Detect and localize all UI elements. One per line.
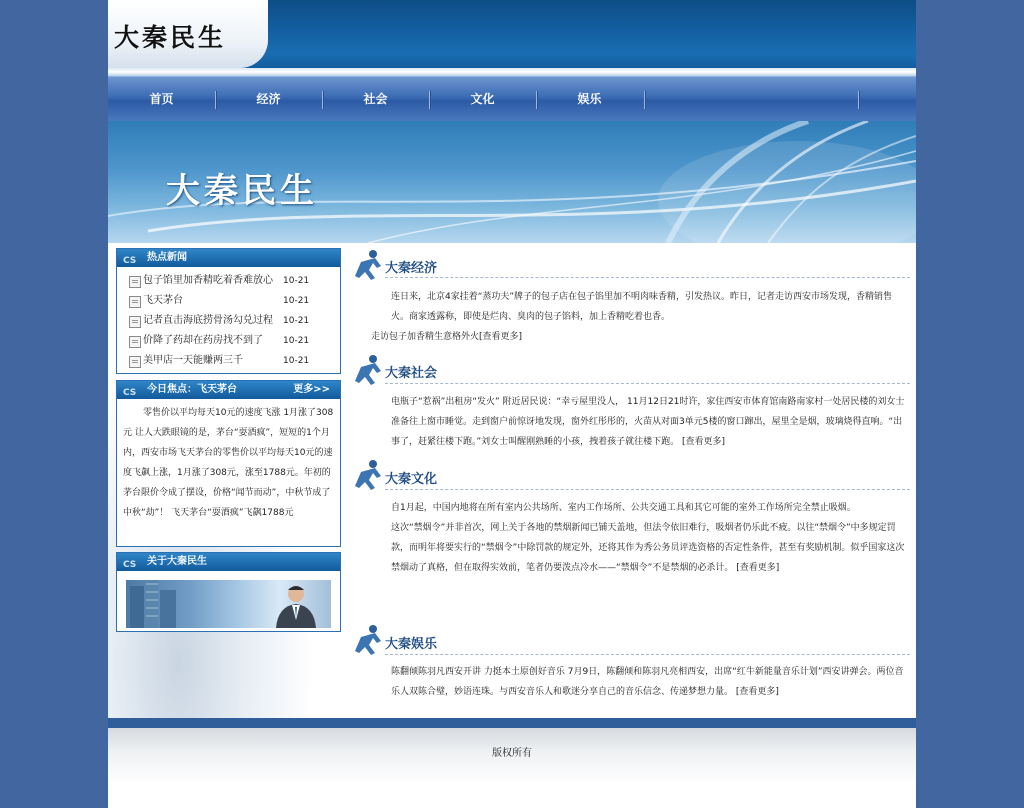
focus-more-link[interactable]: 更多>> (293, 384, 330, 395)
paragraph-text: 这次“禁烟令”并非首次，网上关于各地的禁烟新闻已铺天盖地，但法令依旧难行，吸烟者仍乐此不疲。以往“禁烟令”中多规定罚款，而明年将要实行的“禁烟令”中除罚款的规定外，还将其作为秀公务员评选资格的否定性条件，甚至有奖励机制。似乎国家这次禁烟动了真格，但在取得实效前，笔者仍要泼点冷水——“禁烟令”不是禁烟的必杀计。 (391, 523, 905, 573)
site-logo: 大秦民生 (114, 23, 227, 52)
nav-separator (858, 91, 859, 109)
section-body-society (371, 392, 909, 452)
about-box (116, 552, 341, 632)
hot-news-item[interactable] (117, 271, 340, 291)
page (108, 0, 916, 808)
paragraph (371, 662, 909, 702)
document-icon (129, 356, 141, 368)
section-title-entertainment[interactable]: 大秦娱乐 (385, 637, 438, 652)
nav-item-economy[interactable]: 经济 (256, 92, 281, 106)
hot-news-list (117, 267, 340, 371)
paragraph-text: 陈翻倾陈羽凡西安开讲 力挺本土原创好音乐 7月9日，陈翻倾和陈羽凡亮相西安，出席“红牛新能量音乐计划”西安讲弹会。两位音乐人双陈合璧，妙语连珠。与西安音乐人和歌迷分享自己的音乐信念、传递梦想力量。 (391, 667, 904, 697)
hot-news-box (116, 248, 341, 374)
hot-news-item[interactable] (117, 311, 340, 331)
footer-band (108, 718, 916, 728)
view-more-link[interactable]: [查看更多] (479, 332, 523, 342)
hot-news-item[interactable] (117, 291, 340, 311)
hot-news-item-title: 飞天茅台 (143, 295, 183, 306)
nav-separator (644, 91, 645, 109)
hot-news-header (117, 249, 340, 267)
paragraph-text: 电瓶子“惹祸”出租房“发火” 附近居民说：“幸亏屋里没人， 11月12日21时许，家住西安市体育馆南路南家村一处居民楼的刘女士准备往上窗市睡觉。走到窗户前惊讶地发现，窗外红彤彤的，火苗从对面3单元5楼的窗口蹿出，屋里全是烟，玻璃烧得直响。“出事了，赶紧往楼下跑。”刘女士叫醒刚熟睡的小孩，拽着孩子就往楼下跑。 (391, 397, 905, 447)
focus-header (117, 381, 340, 399)
focus-box (116, 380, 341, 547)
sidebar (108, 243, 353, 718)
view-more-link[interactable]: [查看更多] (682, 437, 726, 447)
hot-news-item-date: 10-21 (283, 296, 310, 306)
paragraph: 自1月起，中国内地将在所有室内公共场所、室内工作场所、公共交通工具和其它可能的室外工作场所完全禁止吸烟。 (391, 503, 856, 513)
document-icon (129, 276, 141, 288)
about-title: 关于大秦民生 (147, 556, 207, 567)
hot-news-item-date: 10-21 (283, 276, 310, 286)
section-divider (385, 277, 910, 278)
header-bar (108, 0, 916, 76)
hot-news-item-title: 包子馅里加香精吃着香难放心 (143, 275, 273, 286)
banner (108, 121, 916, 243)
nav-item-society[interactable]: 社会 (363, 92, 388, 106)
paragraph (371, 392, 909, 452)
nav-item-culture[interactable]: 文化 (470, 92, 495, 106)
focus-title: 今日焦点：飞天茅台 (147, 384, 237, 395)
section-title-society[interactable]: 大秦社会 (385, 366, 438, 381)
paragraph: 连日来，北京4家挂着“蒸功夫”牌子的包子店在包子馅里加不明肉味香精，引发热议。昨日，记者走访西安市场发现，香精销售火。商家透露称，即使是烂肉、臭肉的包子馅料，加上香精吃着也香。 (391, 292, 893, 322)
view-more-link[interactable]: [查看更多] (736, 563, 780, 573)
main-content (351, 243, 916, 718)
footer (108, 728, 916, 808)
section-body-economy (371, 287, 909, 347)
hot-news-item-title: 美甲店一天能赚两三千 (143, 355, 243, 366)
nav-item-entertainment[interactable]: 娱乐 (577, 92, 602, 106)
section-body-culture (371, 498, 909, 578)
section-divider (385, 383, 910, 384)
view-more-link[interactable]: [查看更多] (735, 687, 779, 697)
paragraph-tail (371, 327, 909, 347)
hot-news-item-title: 价降了药却在药房找不到了 (143, 335, 263, 346)
focus-text: 零售价以平均每天10元的速度飞涨 1月涨了308元 让人大跌眼镜的是，茅台“耍酒疯”，短短的1个月内，西安市场飞天茅台的零售价以平均每天10元的速度飞飙上涨，1月涨了308元，涨至1788元。年初的茅台限价令成了摆设，价格“闻节而动”，中秋节成了中秋“劫”！ 飞天茅台“耍酒疯”飞飙1788元 (123, 408, 334, 518)
section-body-entertainment (371, 662, 909, 702)
section-title-culture[interactable]: 大秦文化 (385, 472, 438, 487)
main-nav (108, 76, 916, 121)
about-header (117, 553, 340, 571)
runner-icon (351, 623, 385, 657)
hot-news-title: 热点新闻 (147, 252, 187, 263)
hot-news-item-date: 10-21 (283, 336, 310, 346)
hot-news-item[interactable] (117, 351, 340, 371)
hot-news-item-date: 10-21 (283, 356, 310, 366)
runner-icon (351, 353, 385, 387)
section-title-economy[interactable]: 大秦经济 (385, 261, 438, 276)
tail-text: 走访包子加香精生意格外火 (371, 332, 480, 342)
runner-icon (351, 458, 385, 492)
hot-news-item[interactable] (117, 331, 340, 351)
about-image[interactable] (126, 580, 331, 628)
nav-item-home[interactable]: 首页 (149, 92, 174, 106)
cs-tag-icon: CS (123, 388, 137, 398)
header-divider (108, 68, 916, 76)
hot-news-item-date: 10-21 (283, 316, 310, 326)
banner-title: 大秦民生 (166, 171, 318, 211)
cs-tag-icon: CS (123, 560, 137, 570)
section-divider (385, 489, 910, 490)
document-icon (129, 316, 141, 328)
hot-news-item-title: 记者直击海底捞骨汤勾兑过程 (143, 315, 273, 326)
copyright-text: 版权所有 (492, 748, 532, 759)
cs-tag-icon: CS (123, 256, 137, 266)
document-icon (129, 296, 141, 308)
runner-icon (351, 248, 385, 282)
about-image-art (126, 580, 331, 628)
logo-tab[interactable] (108, 0, 268, 68)
document-icon (129, 336, 141, 348)
section-divider (385, 654, 910, 655)
paragraph (371, 518, 909, 578)
